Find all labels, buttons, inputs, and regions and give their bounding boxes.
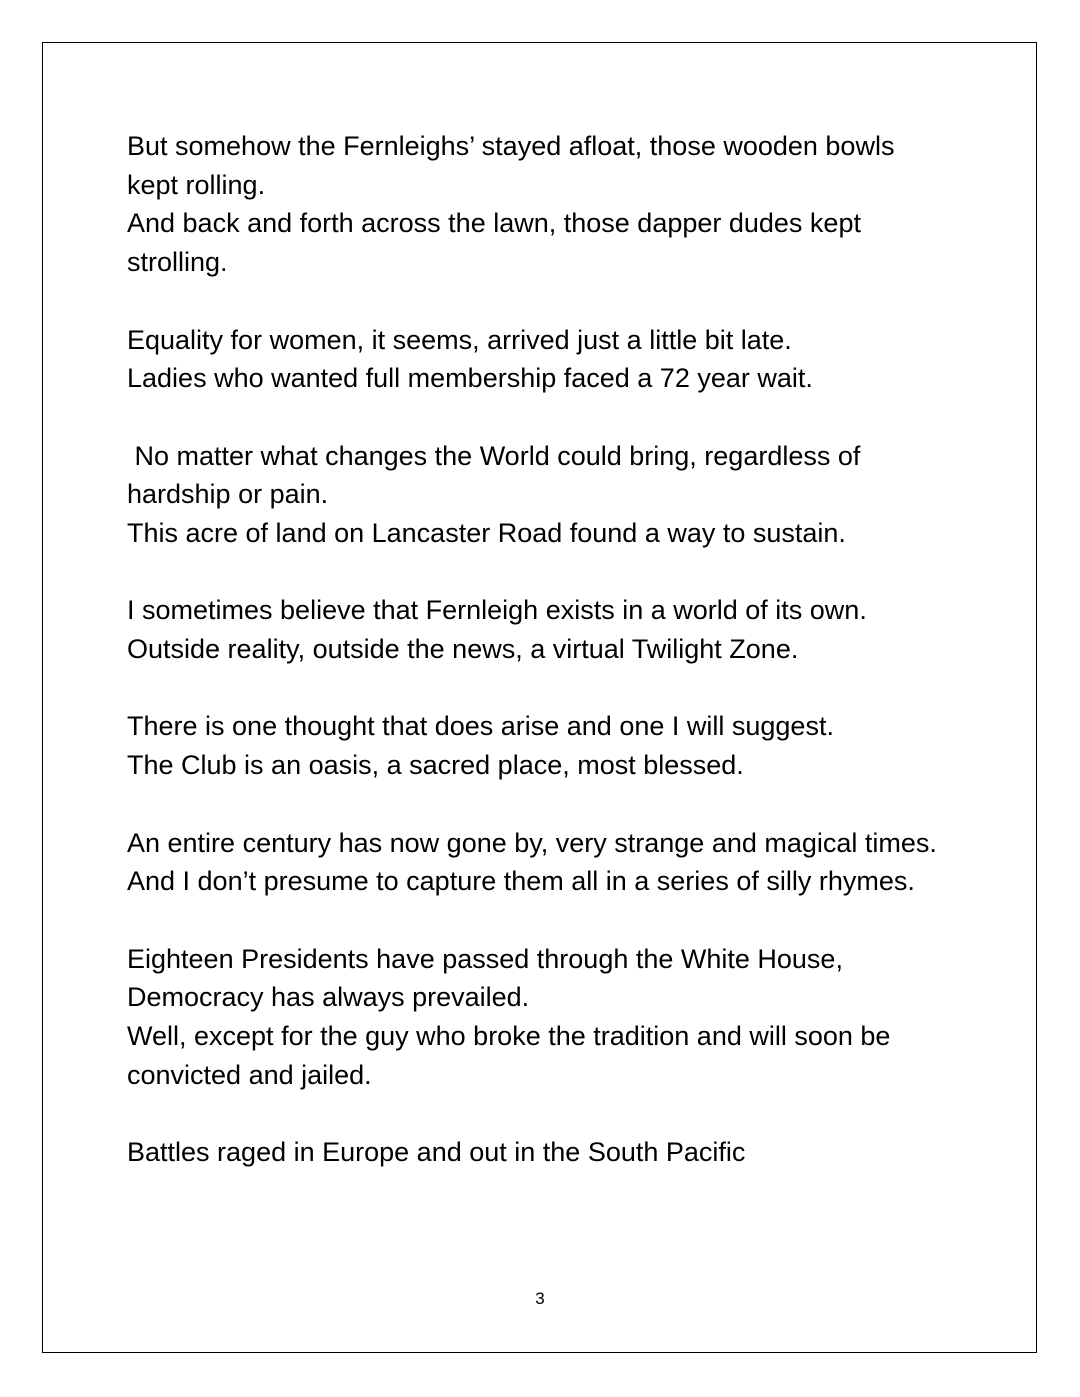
poem-line: Ladies who wanted full membership faced a 72 year wait. bbox=[127, 363, 813, 394]
poem-line: Outside reality, outside the news, a virtual Twilight Zone. bbox=[127, 634, 799, 665]
stanza bbox=[127, 1133, 947, 1172]
poem-line: Eighteen Presidents have passed through the White House, Democracy has always prevailed. bbox=[127, 943, 843, 1013]
stanza bbox=[127, 127, 947, 282]
poem-line: There is one thought that does arise and one I will suggest. bbox=[127, 711, 834, 742]
poem-line: And back and forth across the lawn, those dapper dudes kept strolling. bbox=[127, 208, 861, 278]
poem-line: This acre of land on Lancaster Road found a way to sustain. bbox=[127, 518, 846, 548]
poem-line: No matter what changes the World could bring, regardless of hardship or pain. bbox=[127, 440, 861, 510]
poem-line: And I don’t presume to capture them all in a series of silly rhymes. bbox=[127, 866, 915, 897]
poem-line: An entire century has now gone by, very strange and magical times. bbox=[127, 827, 937, 858]
poem-body bbox=[127, 127, 947, 1211]
poem-line: But somehow the Fernleighs’ stayed afloat, those wooden bowls kept rolling. bbox=[127, 131, 895, 200]
stanza bbox=[127, 321, 947, 398]
poem-line: Battles raged in Europe and out in the South Pacific bbox=[127, 1137, 746, 1168]
poem-line: Equality for women, it seems, arrived just a little bit late. bbox=[127, 324, 792, 355]
stanza bbox=[127, 591, 947, 668]
stanza bbox=[127, 824, 947, 901]
poem-line: The Club is an oasis, a sacred place, most blessed. bbox=[127, 750, 744, 781]
page-number: 3 bbox=[535, 1289, 545, 1308]
poem-line: I sometimes believe that Fernleigh exists in a world of its own. bbox=[127, 595, 867, 626]
stanza bbox=[127, 437, 947, 553]
poem-line: Well, except for the guy who broke the tradition and will soon be convicted and jailed. bbox=[127, 1021, 891, 1090]
stanza bbox=[127, 940, 947, 1095]
stanza bbox=[127, 707, 947, 784]
